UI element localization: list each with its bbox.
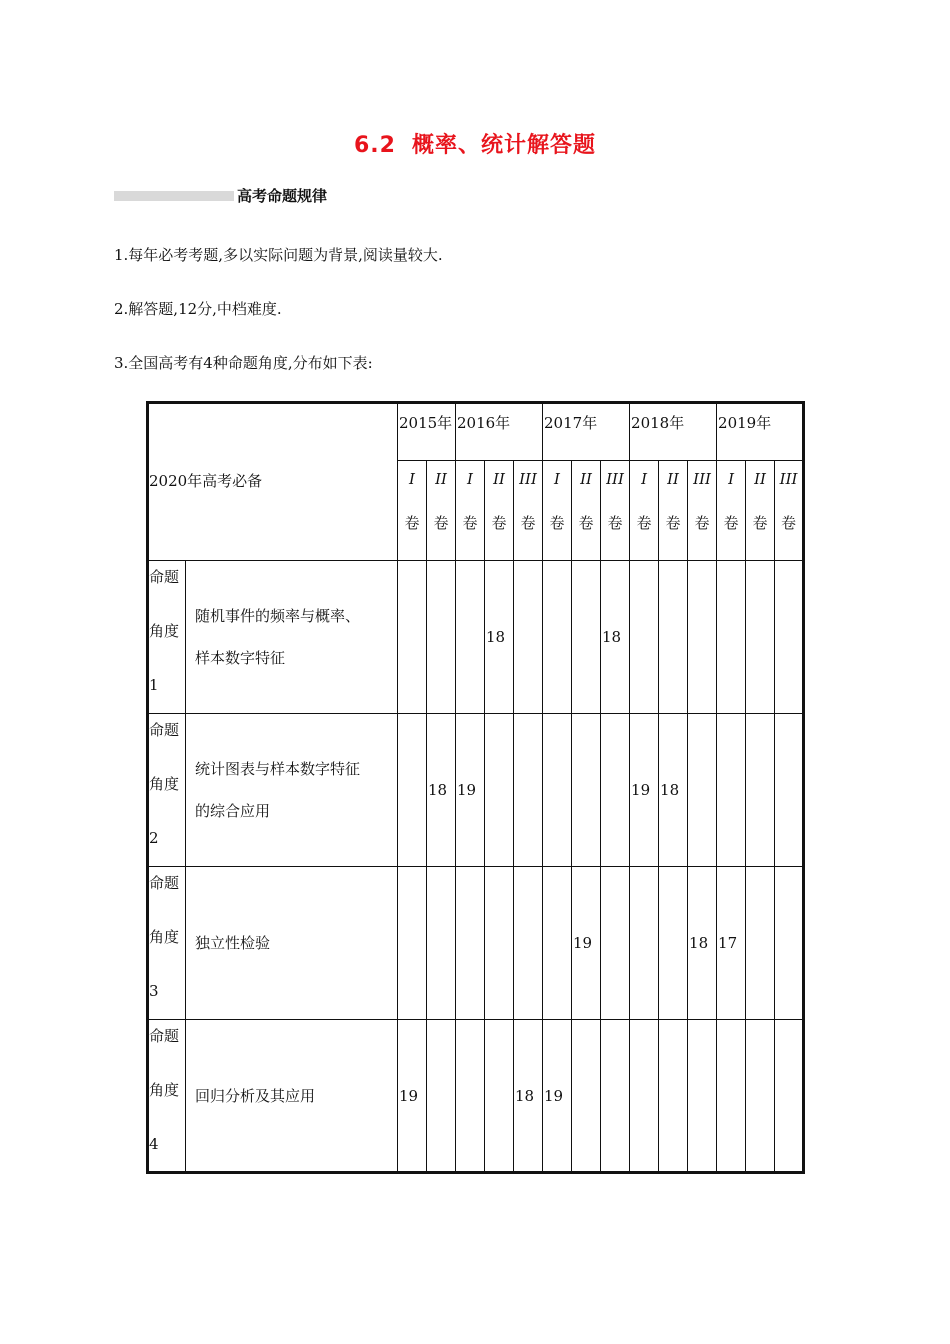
topic-line: 样本数字特征 — [195, 649, 286, 667]
topic-line: 统计图表与样本数字特征 — [195, 760, 361, 778]
topic-line: 的综合应用 — [195, 802, 271, 820]
volume-header-cell — [398, 461, 427, 561]
question-number-cell: 19 — [572, 867, 601, 1020]
question-number-cell: 17 — [717, 867, 746, 1020]
question-number-cell — [717, 1020, 746, 1173]
angle-label-line: 角度 — [149, 1081, 180, 1099]
volume-suffix: 卷 — [752, 514, 768, 532]
angle-label-line: 命题 — [149, 721, 180, 739]
volume-suffix: 卷 — [636, 514, 652, 532]
angle-label-line: 3 — [149, 982, 159, 1000]
question-number-cell — [746, 867, 775, 1020]
volume-header-cell — [659, 461, 688, 561]
angle-label-line: 1 — [149, 676, 159, 694]
angle-label-line: 角度 — [149, 775, 180, 793]
title-text: 概率、统计解答题 — [411, 133, 596, 158]
volume-suffix: 卷 — [781, 514, 797, 532]
question-number-cell — [746, 714, 775, 867]
volume-header-cell — [775, 461, 804, 561]
angle-label-line: 命题 — [149, 1027, 180, 1045]
question-number-cell — [630, 561, 659, 714]
page-title — [0, 128, 950, 159]
volume-suffix: 卷 — [607, 514, 623, 532]
question-number-cell — [398, 561, 427, 714]
volume-suffix: 卷 — [665, 514, 681, 532]
volume-numeral: II — [493, 470, 505, 488]
question-number-cell — [427, 561, 456, 714]
corner-cell — [148, 403, 398, 561]
question-number-cell: 18 — [659, 714, 688, 867]
question-number-cell: 18 — [688, 867, 717, 1020]
year-2017: 2017年 — [543, 403, 630, 461]
year-2018: 2018年 — [630, 403, 717, 461]
topic-cell — [186, 867, 398, 1020]
volume-numeral: II — [435, 470, 447, 488]
volume-suffix: 卷 — [433, 514, 449, 532]
question-number-cell — [601, 867, 630, 1020]
question-number-cell — [601, 1020, 630, 1173]
topic-cell — [186, 1020, 398, 1173]
question-number-cell — [514, 867, 543, 1020]
year-2015: 2015年 — [398, 403, 456, 461]
volume-header-cell — [514, 461, 543, 561]
volume-header-cell — [746, 461, 775, 561]
question-number-cell — [514, 561, 543, 714]
volume-header-cell — [427, 461, 456, 561]
question-number-cell — [601, 714, 630, 867]
volume-header-cell — [485, 461, 514, 561]
angle-label-line: 角度 — [149, 622, 180, 640]
question-number-cell — [775, 1020, 804, 1173]
paragraph-1: 1.每年必考考题,多以实际问题为背景,阅读量较大. — [114, 246, 443, 264]
volume-suffix: 卷 — [404, 514, 420, 532]
volume-numeral: II — [580, 470, 592, 488]
question-number-cell — [572, 714, 601, 867]
section-heading: 高考命题规律 — [237, 187, 328, 205]
topic-line: 随机事件的频率与概率、 — [195, 607, 361, 625]
volume-numeral: III — [779, 470, 798, 488]
question-number-cell — [456, 561, 485, 714]
volume-suffix: 卷 — [578, 514, 594, 532]
volume-header-cell — [601, 461, 630, 561]
question-number-cell: 18 — [514, 1020, 543, 1173]
question-number-cell — [485, 714, 514, 867]
question-number-cell — [688, 714, 717, 867]
volume-numeral: III — [693, 470, 711, 488]
question-number-cell — [514, 714, 543, 867]
year-header-row — [148, 403, 804, 461]
angle-row — [148, 1020, 804, 1173]
volume-suffix: 卷 — [723, 514, 739, 532]
angle-label-cell — [148, 714, 186, 867]
question-number-cell — [543, 714, 572, 867]
question-number-cell — [746, 561, 775, 714]
volume-header-cell — [543, 461, 572, 561]
question-number-cell — [717, 714, 746, 867]
question-number-cell: 18 — [427, 714, 456, 867]
volume-suffix: 卷 — [462, 514, 478, 532]
title-number: 6.2 — [354, 133, 396, 158]
question-number-cell — [630, 1020, 659, 1173]
volume-header-cell — [572, 461, 601, 561]
volume-header-cell — [717, 461, 746, 561]
year-2019: 2019年 — [717, 403, 804, 461]
section-bar — [114, 191, 234, 201]
question-number-cell — [775, 561, 804, 714]
angle-label-cell — [148, 1020, 186, 1173]
angle-label-line: 角度 — [149, 928, 180, 946]
volume-suffix: 卷 — [549, 514, 565, 532]
topic-cell — [186, 714, 398, 867]
volume-numeral: I — [728, 470, 735, 488]
angle-row — [148, 714, 804, 867]
year-2016: 2016年 — [456, 403, 543, 461]
question-number-cell — [746, 1020, 775, 1173]
volume-numeral: I — [641, 470, 647, 488]
volume-header-cell — [688, 461, 717, 561]
question-number-cell — [717, 561, 746, 714]
volume-suffix: 卷 — [491, 514, 507, 532]
topic-cell — [186, 561, 398, 714]
topic-line: 回归分析及其应用 — [195, 1086, 316, 1105]
question-number-cell — [572, 1020, 601, 1173]
volume-numeral: I — [409, 470, 415, 488]
question-number-cell — [688, 561, 717, 714]
question-number-cell — [485, 867, 514, 1020]
angle-label-line: 命题 — [149, 568, 180, 586]
question-number-cell — [659, 867, 688, 1020]
topic-line: 独立性检验 — [195, 934, 271, 952]
volume-numeral: III — [519, 470, 537, 488]
paragraph-3: 3.全国高考有4种命题角度,分布如下表: — [114, 354, 373, 372]
volume-suffix: 卷 — [694, 514, 710, 532]
question-number-cell: 19 — [398, 1020, 427, 1173]
volume-numeral: I — [554, 470, 560, 488]
question-number-cell: 18 — [485, 561, 514, 714]
question-number-cell — [456, 867, 485, 1020]
volume-suffix: 卷 — [520, 514, 536, 532]
question-number-cell — [398, 867, 427, 1020]
volume-numeral: I — [467, 470, 473, 488]
question-number-cell — [427, 1020, 456, 1173]
paragraph-2: 2.解答题,12分,中档难度. — [114, 300, 282, 318]
question-number-cell: 19 — [543, 1020, 572, 1173]
question-number-cell — [688, 1020, 717, 1173]
question-number-cell: 18 — [601, 561, 630, 714]
question-number-cell — [659, 1020, 688, 1173]
question-number-cell — [572, 561, 601, 714]
volume-numeral: II — [667, 470, 679, 488]
question-number-cell — [775, 867, 804, 1020]
question-number-cell — [630, 867, 659, 1020]
angle-row — [148, 867, 804, 1020]
volume-numeral: III — [606, 470, 624, 488]
question-number-cell — [398, 714, 427, 867]
question-number-cell: 19 — [456, 714, 485, 867]
question-number-cell: 19 — [630, 714, 659, 867]
question-number-cell — [456, 1020, 485, 1173]
question-number-cell — [543, 561, 572, 714]
angle-row — [148, 561, 804, 714]
volume-header-cell — [630, 461, 659, 561]
volume-header-cell — [456, 461, 485, 561]
question-number-cell — [775, 714, 804, 867]
distribution-table — [146, 401, 805, 1174]
corner-label: 2020年高考必备 — [149, 471, 263, 490]
angle-label-cell — [148, 867, 186, 1020]
question-number-cell — [485, 1020, 514, 1173]
question-number-cell — [543, 867, 572, 1020]
angle-label-line: 命题 — [149, 874, 180, 892]
angle-label-line: 2 — [149, 829, 159, 847]
angle-label-cell — [148, 561, 186, 714]
volume-numeral: II — [754, 470, 766, 488]
question-number-cell — [659, 561, 688, 714]
question-number-cell — [427, 867, 456, 1020]
angle-label-line: 4 — [149, 1135, 159, 1153]
